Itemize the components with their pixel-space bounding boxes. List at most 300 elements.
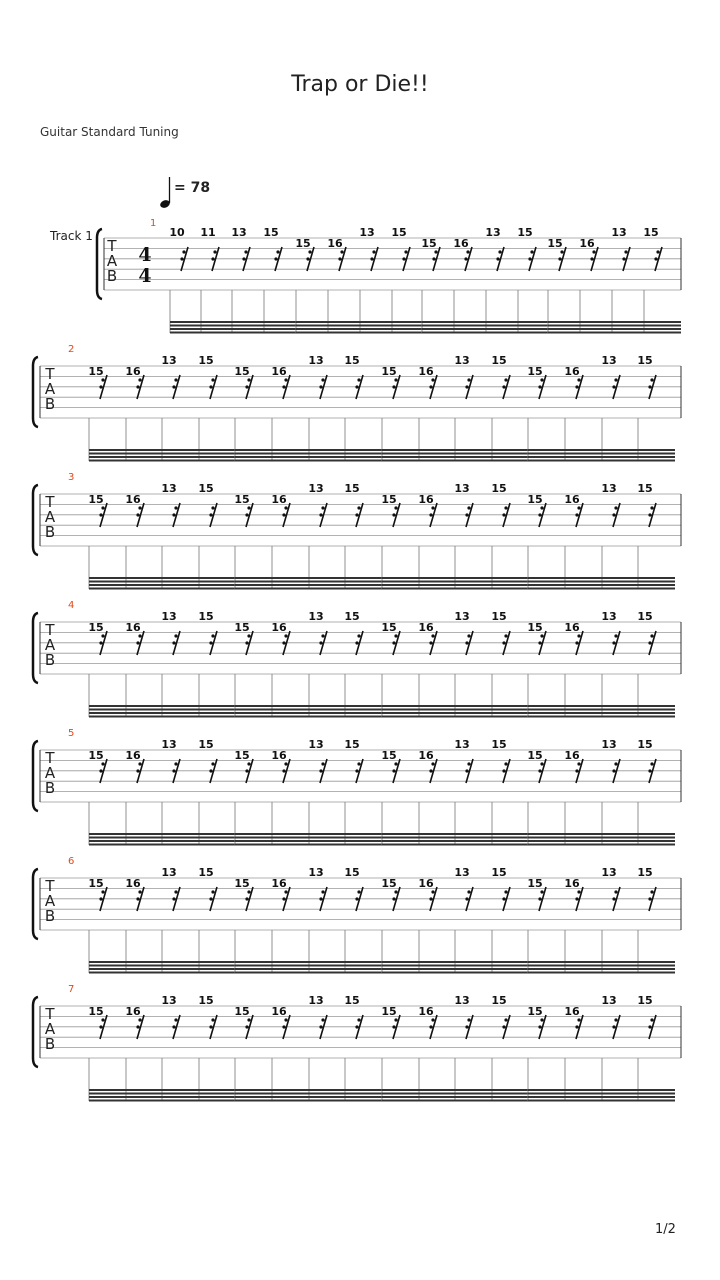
rest-dot-icon (504, 1018, 507, 1021)
rest-dot-icon (575, 897, 578, 900)
rest-dot-icon (284, 634, 287, 637)
tab-clef-letter: T (45, 877, 55, 895)
time-signature-top: 4 (138, 244, 152, 266)
fret-number: 15 (527, 365, 543, 378)
rest-dot-icon (540, 506, 543, 509)
rest-dot-icon (650, 506, 653, 509)
fret-number: 13 (161, 610, 177, 623)
beam (89, 833, 236, 835)
fret-number: 16 (418, 1005, 434, 1018)
beam (382, 577, 529, 579)
tempo-marking: = 78 (174, 180, 211, 196)
rest-dot-icon (614, 762, 617, 765)
rest-dot-icon (394, 1018, 397, 1021)
fret-number: 15 (234, 877, 250, 890)
fret-number: 15 (391, 226, 407, 239)
rest-dot-icon (614, 378, 617, 381)
tab-clef-letter: B (44, 395, 56, 413)
beam (235, 968, 382, 970)
rest-dot-icon (321, 378, 324, 381)
rest-dot-icon (466, 250, 469, 253)
beam (528, 965, 675, 967)
rest-dot-icon (340, 250, 343, 253)
rest-dot-icon (174, 506, 177, 509)
fret-number: 15 (491, 738, 507, 751)
fret-number: 13 (601, 354, 617, 367)
rest-dot-icon (504, 890, 507, 893)
tab-clef-letter: B (44, 1035, 56, 1053)
beam (296, 328, 429, 330)
fret-number: 15 (344, 738, 360, 751)
beam (235, 581, 382, 583)
rest-dot-icon (172, 385, 175, 388)
fret-number: 13 (161, 354, 177, 367)
beam (382, 1089, 529, 1091)
rest-dot-icon (431, 378, 434, 381)
rest-dot-icon (357, 762, 360, 765)
fret-number: 15 (637, 738, 653, 751)
rest-dot-icon (465, 641, 468, 644)
rest-dot-icon (357, 1018, 360, 1021)
beam (382, 965, 529, 967)
rest-dot-icon (180, 257, 183, 260)
rest-dot-icon (282, 385, 285, 388)
rest-dot-icon (138, 634, 141, 637)
beam (528, 709, 675, 711)
beam (89, 961, 236, 963)
beam (382, 1100, 529, 1102)
rest-dot-icon (319, 641, 322, 644)
rest-dot-icon (101, 762, 104, 765)
beam (528, 1093, 675, 1095)
beam (89, 1093, 236, 1095)
tab-clef-letter: A (44, 1020, 56, 1038)
tab-clef-letter: T (45, 749, 55, 767)
fret-number: 15 (517, 226, 533, 239)
fret-number: 13 (308, 482, 324, 495)
beam (382, 712, 529, 714)
rest-dot-icon (612, 1025, 615, 1028)
rest-dot-icon (650, 1018, 653, 1021)
rest-dot-icon (431, 1018, 434, 1021)
rest-dot-icon (465, 1025, 468, 1028)
rest-dot-icon (138, 890, 141, 893)
beam (235, 833, 382, 835)
rest-dot-icon (504, 634, 507, 637)
tab-clef-letter: A (106, 252, 118, 270)
beam (528, 449, 675, 451)
beam (528, 584, 675, 586)
rest-dot-icon (211, 378, 214, 381)
beam (235, 453, 382, 455)
measure-number: 4 (68, 600, 75, 611)
rest-dot-icon (614, 1018, 617, 1021)
fret-number: 16 (564, 365, 580, 378)
rest-dot-icon (575, 769, 578, 772)
fret-number: 16 (564, 1005, 580, 1018)
rest-dot-icon (319, 513, 322, 516)
rest-dot-icon (247, 634, 250, 637)
rest-dot-icon (355, 897, 358, 900)
fret-number: 15 (198, 738, 214, 751)
rest-dot-icon (394, 890, 397, 893)
fret-number: 15 (527, 1005, 543, 1018)
fret-number: 16 (418, 749, 434, 762)
beam (170, 328, 301, 330)
rest-dot-icon (172, 769, 175, 772)
fret-number: 15 (234, 749, 250, 762)
fret-number: 15 (234, 493, 250, 506)
rest-dot-icon (247, 1018, 250, 1021)
rest-dot-icon (276, 250, 279, 253)
rest-dot-icon (99, 513, 102, 516)
fret-number: 13 (454, 866, 470, 879)
system-bracket (33, 357, 38, 427)
beam (382, 456, 529, 458)
song-title: Trap or Die!! (291, 72, 429, 97)
rest-dot-icon (245, 385, 248, 388)
rest-dot-icon (101, 1018, 104, 1021)
rest-dot-icon (498, 250, 501, 253)
fret-number: 13 (231, 226, 247, 239)
rest-dot-icon (465, 513, 468, 516)
rest-dot-icon (560, 250, 563, 253)
system-bracket (97, 229, 102, 299)
rest-dot-icon (558, 257, 561, 260)
rest-dot-icon (650, 634, 653, 637)
rest-dot-icon (538, 1025, 541, 1028)
rest-dot-icon (394, 762, 397, 765)
measure-number: 7 (68, 984, 75, 995)
rest-dot-icon (434, 250, 437, 253)
rest-dot-icon (648, 513, 651, 516)
beam (382, 1096, 529, 1098)
rest-dot-icon (136, 513, 139, 516)
rest-dot-icon (392, 897, 395, 900)
rest-dot-icon (465, 385, 468, 388)
beam (382, 840, 529, 842)
rest-dot-icon (467, 634, 470, 637)
tab-clef-letter: T (45, 1005, 55, 1023)
rest-dot-icon (648, 385, 651, 388)
fret-number: 15 (381, 1005, 397, 1018)
rest-dot-icon (355, 641, 358, 644)
rest-dot-icon (648, 897, 651, 900)
tab-clef-letter: A (44, 508, 56, 526)
rest-dot-icon (622, 257, 625, 260)
fret-number: 13 (454, 994, 470, 1007)
fret-number: 16 (564, 621, 580, 634)
rest-dot-icon (211, 634, 214, 637)
system-bracket (33, 997, 38, 1067)
rest-dot-icon (245, 513, 248, 516)
fret-number: 13 (454, 354, 470, 367)
fret-number: 16 (271, 877, 287, 890)
rest-dot-icon (308, 250, 311, 253)
rest-dot-icon (282, 769, 285, 772)
rest-dot-icon (136, 641, 139, 644)
beam (528, 1089, 675, 1091)
rest-dot-icon (404, 250, 407, 253)
rest-dot-icon (174, 1018, 177, 1021)
fret-number: 15 (344, 866, 360, 879)
rest-dot-icon (338, 257, 341, 260)
beam (382, 705, 529, 707)
rest-dot-icon (394, 506, 397, 509)
beam (528, 833, 675, 835)
rest-dot-icon (431, 506, 434, 509)
rest-dot-icon (392, 641, 395, 644)
beam (235, 709, 382, 711)
fret-number: 16 (125, 493, 141, 506)
rest-dot-icon (538, 513, 541, 516)
rest-dot-icon (538, 641, 541, 644)
beam (235, 584, 382, 586)
beam (235, 712, 382, 714)
fret-number: 15 (527, 493, 543, 506)
rest-dot-icon (209, 641, 212, 644)
rest-dot-icon (321, 506, 324, 509)
beam (528, 1096, 675, 1098)
fret-number: 16 (418, 365, 434, 378)
rest-dot-icon (209, 513, 212, 516)
rest-dot-icon (172, 1025, 175, 1028)
tab-system (0, 973, 720, 1083)
beam (170, 325, 301, 327)
rest-dot-icon (284, 378, 287, 381)
rest-dot-icon (504, 506, 507, 509)
beam (528, 456, 675, 458)
rest-dot-icon (612, 513, 615, 516)
rest-dot-icon (538, 769, 541, 772)
beam (528, 837, 675, 839)
rest-dot-icon (530, 250, 533, 253)
fret-number: 15 (491, 610, 507, 623)
tab-clef-letter: B (44, 523, 56, 541)
fret-number: 15 (637, 482, 653, 495)
fret-number: 15 (491, 354, 507, 367)
fret-number: 16 (125, 877, 141, 890)
rest-dot-icon (211, 506, 214, 509)
fret-number: 16 (271, 365, 287, 378)
rest-dot-icon (174, 762, 177, 765)
fret-number: 16 (125, 621, 141, 634)
rest-dot-icon (209, 385, 212, 388)
tab-clef-letter: T (107, 237, 117, 255)
fret-number: 16 (418, 493, 434, 506)
rest-dot-icon (431, 890, 434, 893)
rest-dot-icon (357, 634, 360, 637)
fret-number: 16 (327, 237, 343, 250)
beam (528, 1100, 675, 1102)
system-bracket (33, 485, 38, 555)
fret-number: 13 (359, 226, 375, 239)
beam (235, 961, 382, 963)
rest-dot-icon (284, 1018, 287, 1021)
beam (235, 449, 382, 451)
rest-dot-icon (648, 1025, 651, 1028)
beam (296, 321, 429, 323)
fret-number: 15 (198, 866, 214, 879)
rest-dot-icon (392, 1025, 395, 1028)
beam (89, 705, 236, 707)
beam (382, 961, 529, 963)
fret-number: 15 (527, 749, 543, 762)
fret-number: 13 (161, 738, 177, 751)
beam (89, 965, 236, 967)
fret-number: 13 (308, 994, 324, 1007)
beam (235, 456, 382, 458)
beam (296, 325, 429, 327)
beam (89, 1096, 236, 1098)
rest-dot-icon (394, 378, 397, 381)
rest-dot-icon (392, 385, 395, 388)
beam (382, 581, 529, 583)
tab-clef-letter: A (44, 636, 56, 654)
rest-dot-icon (465, 769, 468, 772)
rest-dot-icon (284, 890, 287, 893)
rest-dot-icon (319, 769, 322, 772)
rest-dot-icon (650, 762, 653, 765)
rest-dot-icon (284, 506, 287, 509)
rest-dot-icon (612, 641, 615, 644)
fret-number: 15 (88, 493, 104, 506)
rest-dot-icon (540, 890, 543, 893)
rest-dot-icon (429, 641, 432, 644)
beam (528, 968, 675, 970)
tab-system (0, 461, 720, 571)
fret-number: 15 (643, 226, 659, 239)
measure-number: 6 (68, 856, 75, 867)
rest-dot-icon (321, 634, 324, 637)
rest-dot-icon (575, 385, 578, 388)
rest-dot-icon (614, 506, 617, 509)
rest-dot-icon (99, 1025, 102, 1028)
beam (422, 328, 555, 330)
fret-number: 15 (344, 610, 360, 623)
beam (89, 584, 236, 586)
rest-dot-icon (174, 634, 177, 637)
beam (89, 453, 236, 455)
rest-dot-icon (136, 1025, 139, 1028)
rest-dot-icon (465, 897, 468, 900)
tab-clef-letter: A (44, 892, 56, 910)
fret-number: 10 (169, 226, 185, 239)
rest-dot-icon (138, 1018, 141, 1021)
system-bracket (33, 741, 38, 811)
tab-clef-letter: B (44, 779, 56, 797)
rest-dot-icon (538, 385, 541, 388)
beam (235, 840, 382, 842)
beam (89, 577, 236, 579)
beam (382, 584, 529, 586)
rest-dot-icon (496, 257, 499, 260)
fret-number: 15 (88, 365, 104, 378)
rest-dot-icon (650, 378, 653, 381)
fret-number: 15 (198, 610, 214, 623)
rest-dot-icon (211, 890, 214, 893)
beam (235, 1100, 382, 1102)
beam (235, 965, 382, 967)
fret-number: 16 (125, 1005, 141, 1018)
fret-number: 16 (125, 749, 141, 762)
rest-dot-icon (577, 634, 580, 637)
rest-dot-icon (502, 385, 505, 388)
fret-number: 16 (564, 493, 580, 506)
fret-number: 15 (637, 866, 653, 879)
fret-number: 15 (88, 621, 104, 634)
rest-dot-icon (136, 385, 139, 388)
fret-number: 15 (637, 994, 653, 1007)
fret-number: 15 (421, 237, 437, 250)
rest-dot-icon (99, 385, 102, 388)
fret-number: 13 (601, 866, 617, 879)
fret-number: 13 (308, 610, 324, 623)
beam (89, 968, 236, 970)
fret-number: 15 (198, 994, 214, 1007)
fret-number: 15 (491, 866, 507, 879)
rest-dot-icon (99, 897, 102, 900)
fret-number: 13 (485, 226, 501, 239)
beam (528, 581, 675, 583)
rest-dot-icon (282, 641, 285, 644)
rest-dot-icon (614, 634, 617, 637)
rest-dot-icon (577, 378, 580, 381)
beam (382, 1093, 529, 1095)
rest-dot-icon (357, 890, 360, 893)
tab-system (0, 589, 720, 699)
rest-dot-icon (321, 762, 324, 765)
fret-number: 16 (418, 621, 434, 634)
fret-number: 15 (344, 994, 360, 1007)
tab-clef-letter: A (44, 764, 56, 782)
rest-dot-icon (577, 762, 580, 765)
rest-dot-icon (138, 378, 141, 381)
fret-number: 15 (198, 482, 214, 495)
tab-system (0, 717, 720, 827)
rest-dot-icon (211, 257, 214, 260)
fret-number: 13 (454, 610, 470, 623)
fret-number: 15 (295, 237, 311, 250)
rest-dot-icon (355, 513, 358, 516)
fret-number: 15 (381, 493, 397, 506)
fret-number: 16 (579, 237, 595, 250)
beam (89, 837, 236, 839)
rest-dot-icon (211, 1018, 214, 1021)
rest-dot-icon (99, 641, 102, 644)
system-bracket (33, 613, 38, 683)
beam (528, 705, 675, 707)
rest-dot-icon (431, 762, 434, 765)
tab-clef-letter: T (45, 621, 55, 639)
tab-clef-letter: B (44, 651, 56, 669)
rest-dot-icon (99, 769, 102, 772)
rest-dot-icon (467, 506, 470, 509)
rest-dot-icon (138, 506, 141, 509)
rest-dot-icon (654, 257, 657, 260)
fret-number: 13 (601, 994, 617, 1007)
rest-dot-icon (502, 1025, 505, 1028)
rest-dot-icon (590, 257, 593, 260)
rest-dot-icon (247, 506, 250, 509)
fret-number: 15 (547, 237, 563, 250)
rest-dot-icon (282, 1025, 285, 1028)
rest-dot-icon (245, 1025, 248, 1028)
fret-number: 15 (637, 610, 653, 623)
rest-dot-icon (101, 634, 104, 637)
rest-dot-icon (540, 762, 543, 765)
rest-dot-icon (429, 897, 432, 900)
